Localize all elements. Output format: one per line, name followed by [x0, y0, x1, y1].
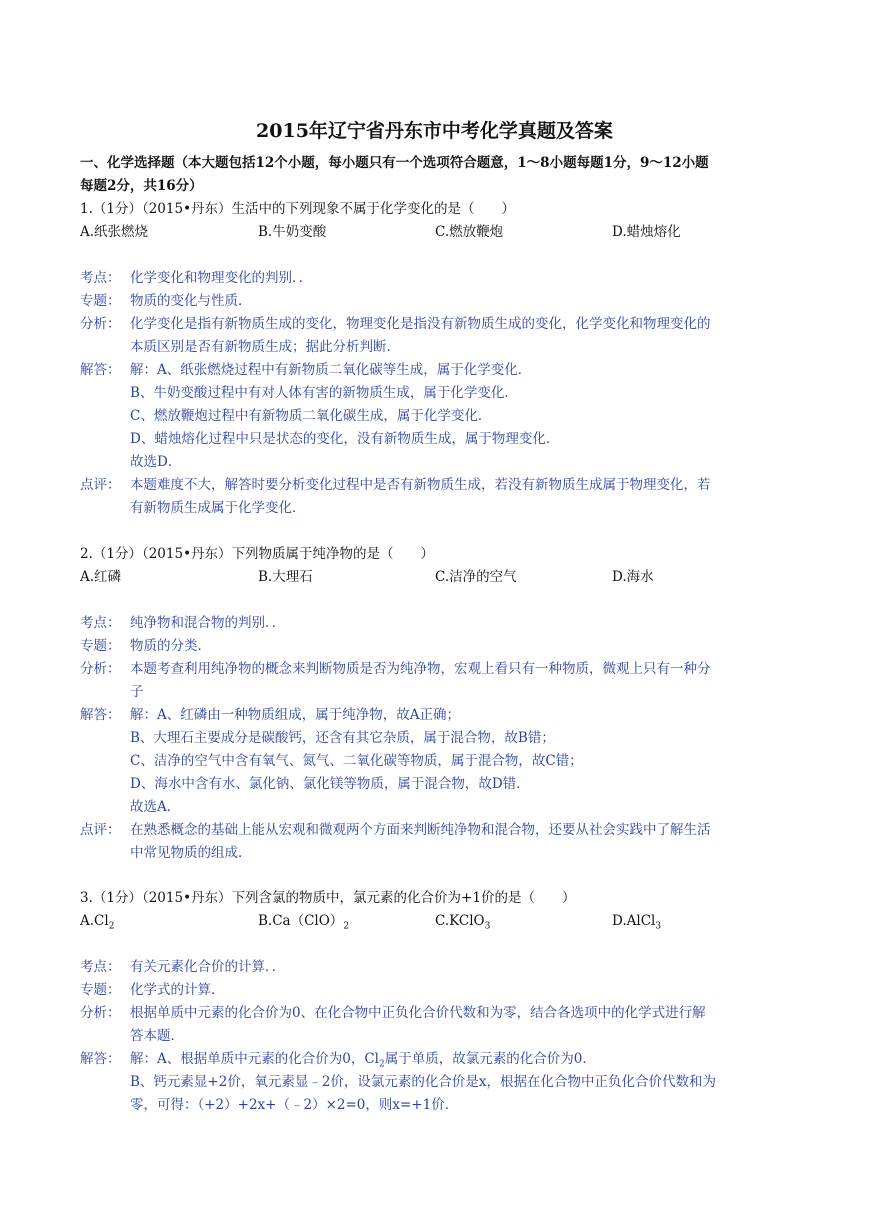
q3-option-a-subscript: 2: [108, 921, 115, 932]
q1-fenxi-label: 分析：: [80, 316, 121, 332]
q1-jieda-line-c: C、燃放鞭炮过程中有新物质二氧化碳生成，属于化学变化．: [130, 408, 492, 424]
q3-option-b: [258, 911, 349, 937]
q1-jieda: [80, 360, 532, 380]
q3-jieda-a-subscript: 2: [379, 1059, 385, 1070]
section-heading-line1: 一、化学选择题（本大题包括12个小题，每小题只有一个选项符合题意，1～8小题每题1分，9～12小题: [80, 155, 709, 171]
q1-zhuanti-label: 专题：: [80, 293, 121, 309]
q2-jieda-line-c: C、洁净的空气中含有氧气、氮气、二氧化碳等物质，属于混合物，故C错；: [130, 753, 583, 769]
q1-zhuanti-text: 物质的变化与性质．: [130, 293, 252, 309]
q2-jieda: [80, 705, 460, 725]
q3-zhuanti-label: 专题：: [80, 982, 121, 998]
q3-jieda: [80, 1049, 596, 1070]
q2-kaodian-label: 考点：: [80, 615, 121, 631]
q2-dianping-label: 点评：: [80, 822, 121, 838]
q1-kaodian: [80, 268, 313, 288]
q1-jieda-line-a: 解：A、纸张燃烧过程中有新物质二氧化碳等生成，属于化学变化．: [130, 362, 532, 378]
q1-kaodian-text: 化学变化和物理变化的判别．．: [130, 270, 313, 286]
q3-option-b-subscript: 2: [343, 921, 350, 932]
q3-kaodian-label: 考点：: [80, 959, 121, 975]
q1-jieda-line-b: B、牛奶变酸过程中有对人体有害的新物质生成，属于化学变化．: [130, 385, 518, 401]
q3-option-d-subscript: 3: [655, 921, 662, 932]
q2-jieda-answer: 故选A．: [130, 799, 181, 815]
q1-dianping-label: 点评：: [80, 477, 121, 493]
q3-fenxi-text1: 根据单质中元素的化合价为0、在化合物中正负化合价代数和为零，结合各选项中的化学式进行解: [130, 1005, 706, 1021]
q3-stem: 3.（1分）（2015•丹东）下列含氯的物质中，氯元素的化合价为+1价的是（ ）: [80, 890, 576, 906]
q1-fenxi: [80, 314, 711, 334]
q1-dianping-text1: 本题难度不大，解答时要分析变化过程中是否有新物质生成，若没有新物质生成属于物理变化，若: [130, 477, 711, 493]
q3-zhuanti: [80, 980, 225, 1000]
q1-dianping-text2: 有新物质生成属于化学变化．: [130, 500, 306, 516]
q2-option-a: A.红磷: [80, 569, 122, 585]
q3-jieda-line-a: [130, 1049, 596, 1075]
q3-option-c: [435, 911, 490, 937]
q1-jieda-answer: 故选D．: [130, 454, 182, 470]
q2-jieda-label: 解答：: [80, 707, 121, 723]
q2-kaodian: [80, 613, 286, 633]
q3-option-b-formula: B.Ca（ClO）: [258, 913, 344, 929]
q2-dianping-text2: 中常见物质的组成．: [130, 845, 252, 861]
q3-kaodian: [80, 957, 286, 977]
q2-fenxi-label: 分析：: [80, 661, 121, 677]
q1-dianping: [80, 475, 711, 495]
q1-option-a: A.纸张燃烧: [80, 224, 149, 240]
q2-stem: 2.（1分）（2015•丹东）下列物质属于纯净物的是（ ）: [80, 546, 435, 562]
q3-jieda-a-pre: 解：A、根据单质中元素的化合价为0，Cl: [130, 1051, 379, 1067]
q1-kaodian-label: 考点：: [80, 270, 121, 286]
page-title: 2015年辽宁省丹东市中考化学真题及答案: [256, 120, 613, 142]
q3-option-d-formula: D.AlCl: [612, 913, 656, 929]
q3-jieda-line-b2: 零，可得：（+2）+2x+（﹣2）×2=0，则x=+1价．: [130, 1097, 459, 1113]
q1-option-d: D.蜡烛熔化: [612, 224, 681, 240]
q2-jieda-line-a: 解：A、红磷由一种物质组成，属于纯净物，故A正确；: [130, 707, 460, 723]
section-heading-line2: 每题2分，共16分）: [80, 178, 203, 194]
q2-kaodian-text: 纯净物和混合物的判别．．: [130, 615, 286, 631]
q2-jieda-line-d: D、海水中含有水、氯化钠、氯化镁等物质，属于混合物，故D错．: [130, 776, 530, 792]
q2-option-d: D.海水: [612, 569, 654, 585]
q3-fenxi-text2: 答本题．: [130, 1028, 184, 1044]
q1-option-b: B.牛奶变酸: [258, 224, 327, 240]
q1-option-c: C.燃放鞭炮: [435, 224, 504, 240]
q2-option-c: C.洁净的空气: [435, 569, 517, 585]
q3-option-d: [612, 911, 661, 937]
q2-fenxi: [80, 659, 711, 679]
q3-option-c-formula: C.KClO: [435, 913, 485, 929]
q1-jieda-label: 解答：: [80, 362, 121, 378]
q3-jieda-line-b1: B、钙元素显+2价，氧元素显﹣2价，设氯元素的化合价是x，根据在化合物中正负化合价代数和为: [130, 1074, 717, 1090]
q3-jieda-a-post: 属于单质，故氯元素的化合价为0．: [384, 1051, 596, 1067]
q2-zhuanti: [80, 636, 211, 656]
q3-zhuanti-text: 化学式的计算．: [130, 982, 225, 998]
q2-jieda-line-b: B、大理石主要成分是碳酸钙，还含有其它杂质，属于混合物，故B错；: [130, 730, 555, 746]
q2-dianping-text1: 在熟悉概念的基础上能从宏观和微观两个方面来判断纯净物和混合物，还要从社会实践中了解生活: [130, 822, 711, 838]
q3-option-c-subscript: 3: [484, 921, 491, 932]
q3-option-a: [80, 911, 114, 937]
q3-option-a-formula: A.Cl: [80, 913, 109, 929]
q1-stem: 1.（1分）（2015•丹东）生活中的下列现象不属于化学变化的是（ ）: [80, 201, 516, 217]
q2-dianping: [80, 820, 711, 840]
q2-fenxi-text2: 子: [130, 684, 144, 700]
q2-fenxi-text1: 本题考查利用纯净物的概念来判断物质是否为纯净物，宏观上看只有一种物质，微观上只有一种分: [130, 661, 711, 677]
q2-zhuanti-label: 专题：: [80, 638, 121, 654]
q1-jieda-line-d: D、蜡烛熔化过程中只是状态的变化，没有新物质生成，属于物理变化．: [130, 431, 560, 447]
q3-fenxi: [80, 1003, 706, 1023]
q3-jieda-label: 解答：: [80, 1051, 121, 1067]
q3-fenxi-label: 分析：: [80, 1005, 121, 1021]
q2-option-b: B.大理石: [258, 569, 313, 585]
q1-zhuanti: [80, 291, 252, 311]
q2-zhuanti-text: 物质的分类．: [130, 638, 211, 654]
q3-kaodian-text: 有关元素化合价的计算．．: [130, 959, 286, 975]
q1-fenxi-text1: 化学变化是指有新物质生成的变化，物理变化是指没有新物质生成的变化，化学变化和物理变化的: [130, 316, 711, 332]
q1-fenxi-text2: 本质区别是否有新物质生成；据此分析判断．: [130, 339, 400, 355]
